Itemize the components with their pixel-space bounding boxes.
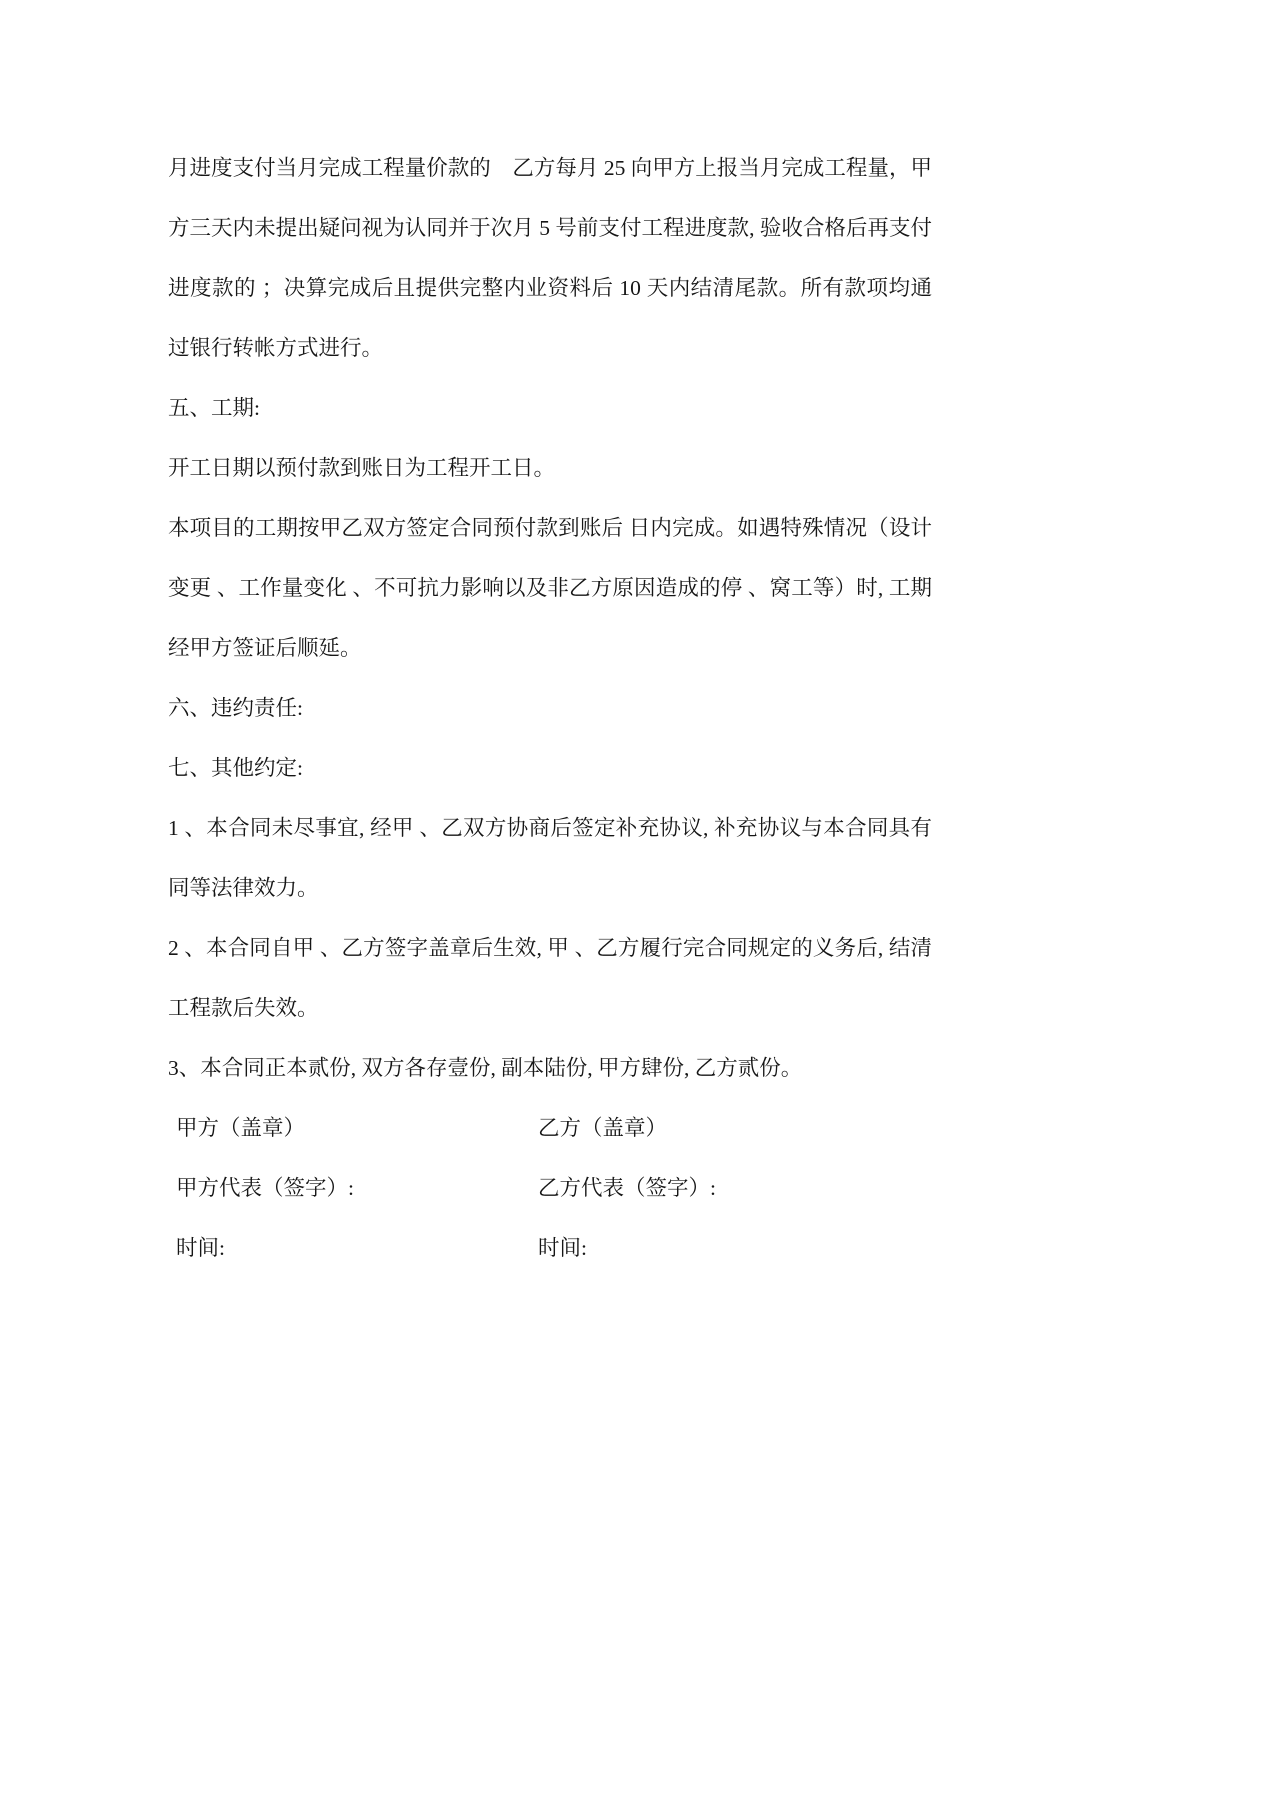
party-b-seal-label: 乙方（盖章） <box>538 1116 668 1140</box>
paragraph-start-date: 开工日期以预付款到账日为工程开工日。 <box>168 456 556 480</box>
paragraph-clause-3-copies: 3、本合同正本贰份, 双方各存壹份, 副本陆份, 甲方肆份, 乙方贰份。 <box>168 1056 803 1080</box>
signature-row-representative <box>168 1158 932 1218</box>
heading-section-5-construction-period: 五、工期: <box>168 396 260 420</box>
party-b-representative-signature-label: 乙方代表（签字）: <box>538 1176 716 1200</box>
paragraph-duration-terms: 本项目的工期按甲乙双方签定合同预付款到账后 日内完成。如遇特殊情况（设计变更 、工作量变化 、不可抗力影响以及非乙方原因造成的停 、窝工等）时, 工期经甲方签证后顺延。 <box>168 516 932 660</box>
party-a-seal-label: 甲方（盖章） <box>176 1116 306 1140</box>
signature-row-date <box>168 1218 932 1278</box>
document-content <box>168 138 932 1278</box>
heading-section-7-other-agreements: 七、其他约定: <box>168 756 303 780</box>
signature-row-seal <box>168 1098 932 1158</box>
heading-section-6-breach-liability: 六、违约责任: <box>168 696 303 720</box>
paragraph-payment-terms: 月进度支付当月完成工程量价款的 乙方每月 25 向甲方上报当月完成工程量，甲方三天内未提出疑问视为认同并于次月 5 号前支付工程进度款, 验收合格后再支付进度款的 ；决算完成后且提供完整内业资料后 10 天内结清尾款。所有款项均通过银行转帐方式进行。 <box>168 156 932 360</box>
party-a-date-label: 时间: <box>176 1236 225 1260</box>
paragraph-clause-2-effectiveness: 2 、本合同自甲 、乙方签字盖章后生效, 甲 、乙方履行完合同规定的义务后, 结清工程款后失效。 <box>168 936 932 1020</box>
party-a-representative-signature-label: 甲方代表（签字）: <box>176 1176 354 1200</box>
paragraph-clause-1-supplementary-agreement: 1 、本合同未尽事宜, 经甲 、乙双方协商后签定补充协议, 补充协议与本合同具有同等法律效力。 <box>168 816 932 900</box>
party-b-date-label: 时间: <box>538 1236 587 1260</box>
